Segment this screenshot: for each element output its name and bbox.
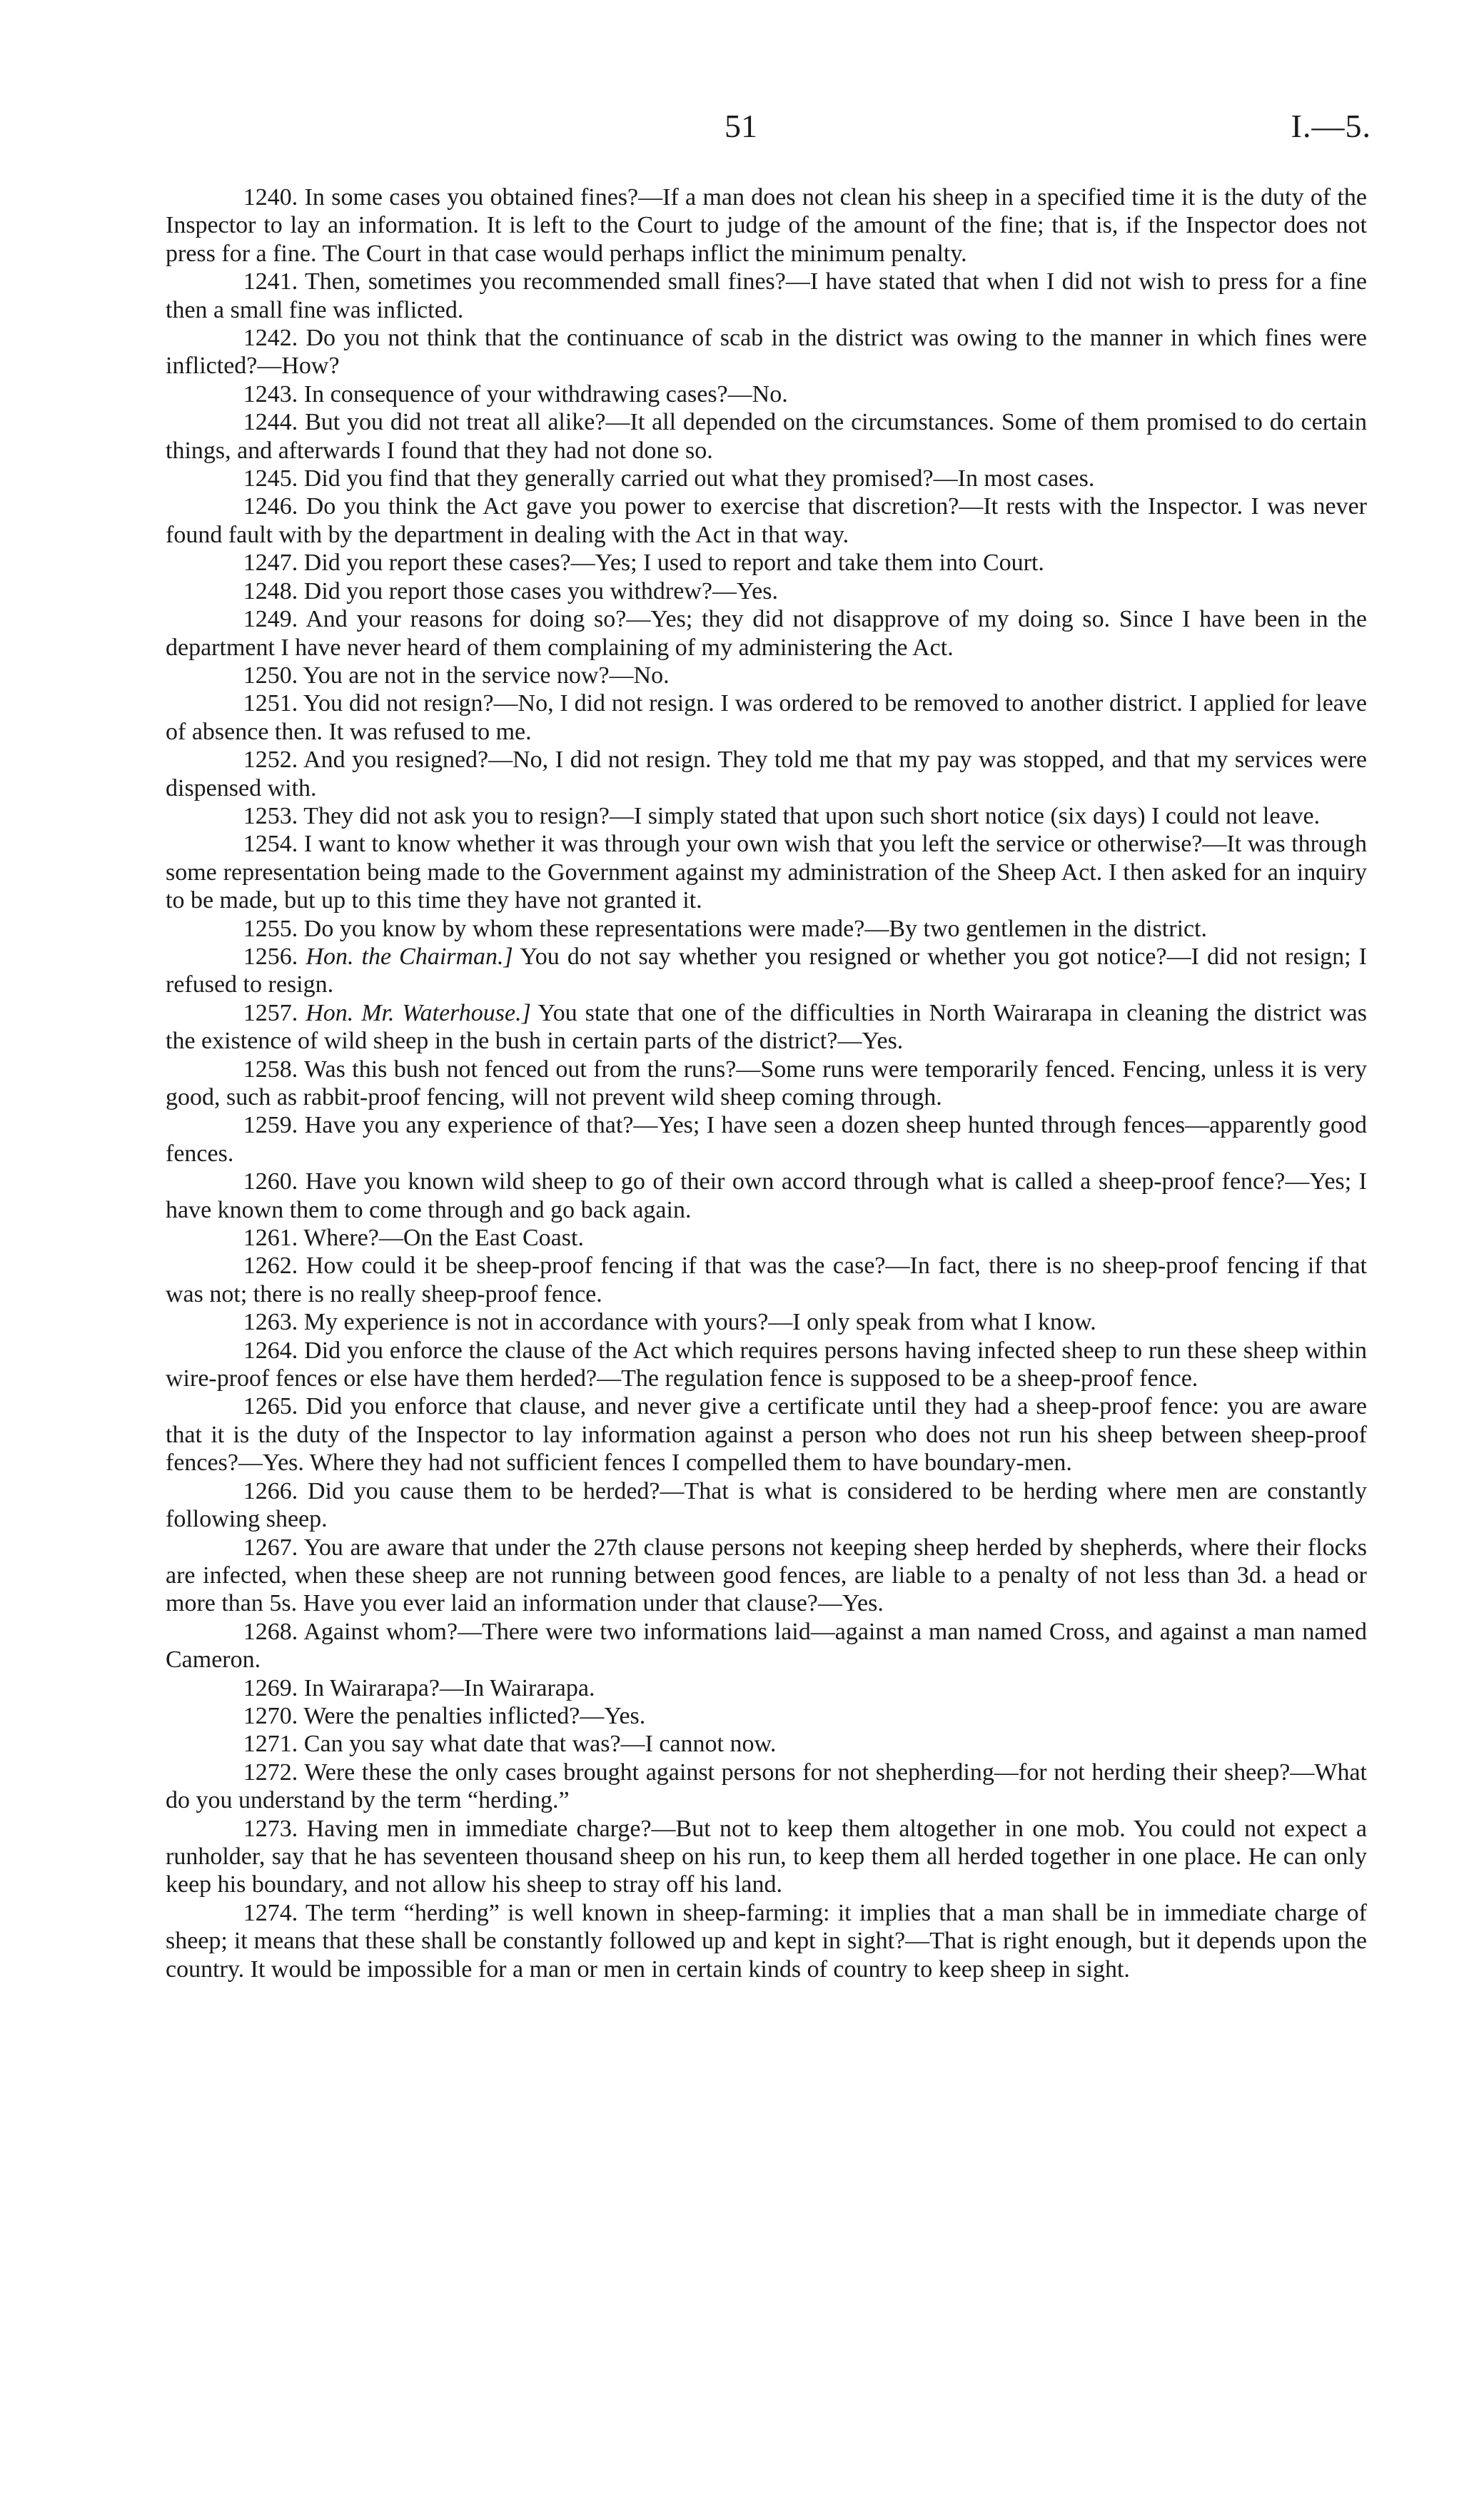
testimony-entry (166, 746, 1367, 802)
question-answer-text: And your reasons for doing so?—Yes; they did not disapprove of my doing so. Since I have been in the department I have never heard of them complaining of my administering the Act. (166, 606, 1367, 661)
question-number: 1263. (243, 1309, 298, 1336)
question-number: 1248. (243, 577, 298, 604)
question-answer-text: Where?—On the East Coast. (303, 1225, 584, 1252)
question-answer-text: Do you know by whom these representations were made?—By two gentlemen in the district. (303, 915, 1208, 942)
question-answer-text: Have you known wild sheep to go of their own accord through what is called a sheep-proof fence?—Yes; I have known them to come through and go back again. (166, 1168, 1367, 1223)
testimony-entry (166, 1899, 1367, 1983)
question-number: 1245. (243, 465, 298, 492)
question-answer-text: Did you enforce that clause, and never give a certificate until they had a sheep-proof fence: you are aware that it is the duty of the Inspector to lay information against a person who does not run his sheep between sheep-proof fences?—Yes. Where they had not sufficient fences I compelled them to have boundary-men. (166, 1393, 1368, 1477)
testimony-entry (166, 324, 1367, 380)
question-answer-text: You did not resign?—No, I did not resign. I was ordered to be removed to another district. I applied for leave of absence then. It was refused to me. (166, 690, 1367, 745)
question-answer-text: Against whom?—There were two informations laid—against a man named Cross, and against a man named Cameron. (166, 1618, 1368, 1674)
question-number: 1259. (243, 1112, 298, 1139)
question-number: 1266. (243, 1477, 298, 1504)
question-number: 1246. (243, 493, 298, 520)
question-number: 1270. (243, 1702, 298, 1729)
testimony-entry (166, 999, 1367, 1056)
testimony-entry (166, 1815, 1367, 1899)
question-answer-text: Did you enforce the clause of the Act which requires persons having infected sheep to run these sheep within wire-proof fences or else have them herded?—The regulation fence is supposed to be a sheep-proof fence. (166, 1337, 1368, 1392)
testimony-entry (166, 408, 1367, 465)
question-answer-text: Were these the only cases brought against persons for not shepherding—for not herding their sheep?—What do you understand by the term “herding.” (166, 1759, 1368, 1814)
question-number: 1240. (243, 184, 298, 211)
testimony-entry (166, 1337, 1367, 1393)
question-number: 1273. (243, 1815, 298, 1842)
question-answer-text: Can you say what date that was?—I cannot now. (303, 1731, 777, 1758)
question-number: 1267. (243, 1534, 298, 1561)
question-answer-text: You state that one of the difficulties in North Wairarapa in cleaning the district was the existence of wild sheep in the bush in certain parts of the district?—Yes. (166, 999, 1368, 1055)
question-number: 1272. (243, 1759, 298, 1786)
question-answer-text: Did you cause them to be herded?—That is what is considered to be herding where men are constantly following sheep. (166, 1477, 1367, 1533)
speaker-label: Hon. Mr. Waterhouse.] (306, 999, 531, 1026)
document-reference: I.—5. (1291, 108, 1371, 144)
question-answer-text: In Wairarapa?—In Wairarapa. (303, 1674, 595, 1701)
question-answer-text: Did you find that they generally carried out what they promised?—In most cases. (303, 465, 1095, 492)
question-number: 1251. (243, 690, 298, 717)
testimony-entry (166, 465, 1367, 492)
question-answer-text: They did not ask you to resign?—I simply stated that upon such short notice (six days) I could not leave. (303, 802, 1321, 829)
question-number: 1254. (243, 831, 298, 858)
question-answer-text: In consequence of your withdrawing cases?—No. (303, 380, 788, 408)
question-number: 1261. (243, 1225, 298, 1252)
testimony-entry (166, 1759, 1367, 1815)
testimony-entry (166, 1111, 1367, 1168)
testimony-entry (166, 1224, 1367, 1252)
testimony-entry (166, 1674, 1367, 1702)
question-answer-text: You are not in the service now?—No. (303, 662, 670, 689)
question-answer-text: The term “herding” is well known in sheep-farming: it implies that a man shall be in immediate charge of sheep; it means that these shall be constantly followed up and kept in sight?—That is right enough, but it depends upon the country. It would be impossible for a man or men in certain kinds of country to keep sheep in sight. (166, 1899, 1367, 1983)
testimony-entry (166, 183, 1367, 268)
question-number: 1249. (243, 606, 298, 633)
testimony-entry (166, 1477, 1367, 1534)
question-number: 1264. (243, 1337, 298, 1364)
question-number: 1257. (243, 999, 298, 1026)
question-number: 1265. (243, 1393, 298, 1420)
question-answer-text: Do you not think that the continuance of scab in the district was owing to the manner in which fines were inflicted?—How? (166, 325, 1368, 380)
testimony-entry (166, 605, 1367, 662)
testimony-entry (166, 1168, 1367, 1224)
question-number: 1255. (243, 915, 298, 942)
testimony-entry (166, 662, 1367, 689)
testimony-entry (166, 1618, 1367, 1674)
question-answer-text: Have you any experience of that?—Yes; I have seen a dozen sheep hunted through fences—apparently good fences. (166, 1112, 1368, 1167)
question-answer-text: Then, sometimes you recommended small fines?—I have stated that when I did not wish to press for a fine then a small fine was inflicted. (166, 268, 1367, 323)
question-number: 1244. (243, 409, 298, 436)
testimony-entry (166, 1534, 1367, 1618)
question-answer-text: I want to know whether it was through your own wish that you left the service or otherwise?—It was through some representation being made to the Government against my administration of the Sheep Act. I then asked for an inquiry to be made, but up to this time they have not granted it. (166, 831, 1368, 914)
question-answer-text: But you did not treat all alike?—It all depended on the circumstances. Some of them promised to do certain things, and afterwards I found that they had not done so. (166, 409, 1367, 464)
question-answer-text: Were the penalties inflicted?—Yes. (303, 1702, 646, 1729)
testimony-entry (166, 268, 1367, 324)
question-number: 1274. (243, 1899, 298, 1926)
question-answer-text: You do not say whether you resigned or whether you got notice?—I did not resign; I refused to resign. (166, 943, 1367, 998)
testimony-entry (166, 1730, 1367, 1758)
testimony-entry (166, 1252, 1367, 1308)
testimony-body (166, 183, 1367, 1983)
speaker-label: Hon. the Chairman.] (306, 943, 513, 970)
page-header (0, 107, 1484, 150)
question-answer-text: My experience is not in accordance with yours?—I only speak from what I know. (303, 1309, 1096, 1336)
question-number: 1268. (243, 1618, 298, 1645)
question-number: 1269. (243, 1674, 298, 1701)
question-number: 1241. (243, 268, 298, 295)
question-number: 1247. (243, 550, 298, 577)
question-number: 1262. (243, 1253, 298, 1280)
question-answer-text: Did you report these cases?—Yes; I used to report and take them into Court. (303, 550, 1044, 577)
testimony-entry (166, 915, 1367, 943)
question-answer-text: Having men in immediate charge?—But not to keep them altogether in one mob. You could not expect a runholder, say that he has seventeen thousand sheep on his run, to keep them all herded together in one place. He can only keep his boundary, and not allow his sheep to stray off his land. (166, 1815, 1367, 1898)
question-answer-text: How could it be sheep-proof fencing if that was the case?—In fact, there is no sheep-proof fencing if that was not; there is no really sheep-proof fence. (166, 1253, 1367, 1307)
testimony-entry (166, 577, 1367, 605)
testimony-entry (166, 1308, 1367, 1336)
testimony-entry (166, 1392, 1367, 1477)
testimony-entry (166, 549, 1367, 577)
testimony-entry (166, 492, 1367, 549)
question-number: 1271. (243, 1731, 298, 1758)
page-number: 51 (725, 108, 757, 144)
question-number: 1260. (243, 1168, 298, 1195)
testimony-entry (166, 802, 1367, 830)
testimony-entry (166, 1702, 1367, 1730)
question-number: 1253. (243, 802, 298, 829)
question-answer-text: And you resigned?—No, I did not resign. They told me that my pay was stopped, and that my services were dispensed with. (166, 747, 1367, 801)
question-number: 1258. (243, 1056, 298, 1083)
question-answer-text: You are aware that under the 27th clause persons not keeping sheep herded by shepherds, where their flocks are infected, when these sheep are not running between good fences, are liable to a penalty of not less than 3d. a head or more than 5s. Have you ever laid an information under that clause?—Yes. (166, 1534, 1368, 1617)
testimony-entry (166, 943, 1367, 999)
question-number: 1256. (243, 943, 298, 970)
question-number: 1243. (243, 380, 298, 408)
testimony-entry (166, 1056, 1367, 1112)
question-answer-text: Did you report those cases you withdrew?—Yes. (303, 577, 778, 604)
testimony-entry (166, 830, 1367, 914)
question-number: 1252. (243, 747, 298, 774)
question-answer-text: Was this bush not fenced out from the runs?—Some runs were temporarily fenced. Fencing, unless it is very good, such as rabbit-proof fencing, will not prevent wild sheep coming through. (166, 1056, 1368, 1110)
testimony-entry (166, 380, 1367, 408)
question-number: 1250. (243, 662, 298, 689)
question-answer-text: In some cases you obtained fines?—If a man does not clean his sheep in a specified time it is the duty of the Inspector to lay an information. It is left to the Court to judge of the amount of the fine; that is, if the Inspector does not press for a fine. The Court in that case would perhaps inflict the minimum penalty. (166, 184, 1368, 267)
question-answer-text: Do you think the Act gave you power to exercise that discretion?—It rests with the Inspector. I was never found fault with by the department in dealing with the Act in that way. (166, 493, 1368, 548)
testimony-entry (166, 689, 1367, 746)
question-number: 1242. (243, 325, 298, 352)
